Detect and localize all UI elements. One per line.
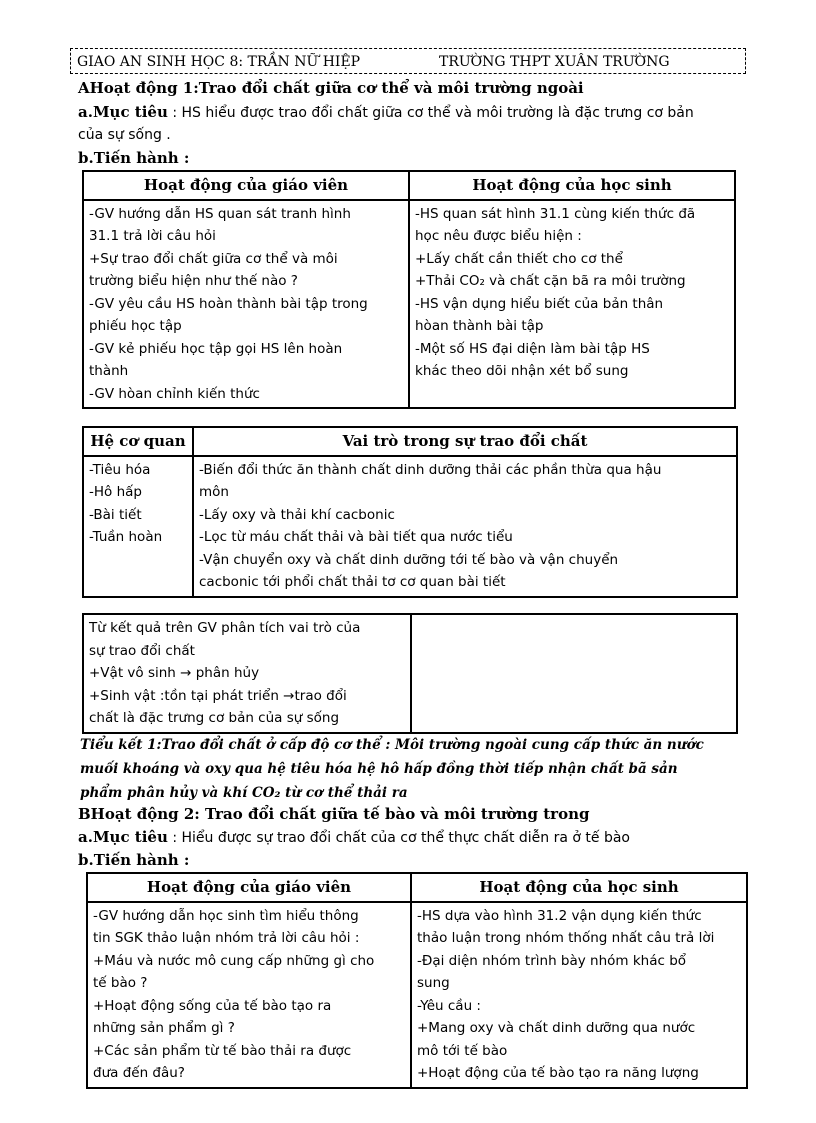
table2-organ-line: -Tuần hoàn bbox=[89, 529, 163, 545]
section-a-objective bbox=[78, 101, 694, 124]
header-left: GIAO AN SINH HỌC 8: TRẦN NỮ HIỆP bbox=[77, 54, 361, 70]
table4-teacher-cell bbox=[87, 902, 411, 1088]
table4-header-student: Hoạt động của học sinh bbox=[411, 873, 747, 902]
table1-student-line: khác theo dõi nhận xét bổ sung bbox=[415, 363, 629, 379]
table3-empty-cell bbox=[411, 614, 737, 733]
table1-student-line: +Thải CO₂ và chất cặn bã ra môi trường bbox=[415, 273, 686, 289]
table2-role-line: cacbonic tới phổi chất thải tơ cơ quan bài tiết bbox=[199, 574, 506, 590]
table2-role-line: -Vận chuyển oxy và chất dinh dưỡng tới tế bào và vận chuyển bbox=[199, 551, 619, 568]
table1-header-student: Hoạt động của học sinh bbox=[409, 171, 735, 200]
summary-1 bbox=[80, 733, 740, 805]
activity-table-1 bbox=[82, 170, 736, 409]
table4-teacher-line: đưa đến đâu? bbox=[93, 1065, 185, 1081]
analysis-table bbox=[82, 613, 738, 734]
table3-line: sự trao đổi chất bbox=[89, 642, 195, 659]
objective-text-b: : Hiểu được sự trao đổi chất của cơ thể thực chất diễn ra ở tế bào bbox=[167, 830, 630, 846]
table2-header-role: Vai trò trong sự trao đổi chất bbox=[193, 427, 737, 456]
table2-organ-line: -Bài tiết bbox=[89, 506, 142, 523]
table2-role-line: -Lọc từ máu chất thải và bài tiết qua nước tiểu bbox=[199, 529, 513, 545]
table4-student-line: -Đại diện nhóm trình bày nhóm khác bổ bbox=[417, 952, 687, 969]
table4-teacher-line: +Các sản phẩm từ tế bào thải ra được bbox=[93, 1042, 352, 1059]
table3-teacher-cell bbox=[83, 614, 411, 733]
table4-student-line: +Mang oxy và chất dinh dưỡng qua nước bbox=[417, 1020, 696, 1036]
section-b-procedure: b.Tiến hành : bbox=[78, 851, 190, 869]
table1-teacher-line: -GV yêu cầu HS hoàn thành bài tập trong bbox=[89, 295, 368, 312]
table4-student-line: thảo luận trong nhóm thống nhất câu trả lời bbox=[417, 930, 715, 946]
table2-role-line: -Lấy oxy và thải khí cacbonic bbox=[199, 506, 395, 523]
page-header bbox=[70, 48, 746, 74]
table4-teacher-line: tế bào ? bbox=[93, 975, 148, 991]
table1-teacher-line: -GV kẻ phiếu học tập gọi HS lên hoàn bbox=[89, 340, 343, 357]
summary-line: Tiểu kết 1:Trao đổi chất ở cấp độ cơ thể : Môi trường ngoài cung cấp thức ăn nước bbox=[80, 737, 704, 753]
section-b-objective bbox=[78, 826, 630, 849]
table1-student-line: học nêu được biểu hiện : bbox=[415, 228, 582, 244]
table4-student-line: mô tới tế bào bbox=[417, 1042, 508, 1059]
table4-student-cell bbox=[411, 902, 747, 1088]
table1-student-cell bbox=[409, 200, 735, 409]
table2-role-cell bbox=[193, 456, 737, 597]
summary-line: muối khoáng và oxy qua hệ tiêu hóa hệ hô hấp đồng thời tiếp nhận chất bã sản bbox=[80, 761, 678, 777]
section-a-title: AHoạt động 1:Trao đổi chất giữa cơ thể và môi trường ngoài bbox=[78, 79, 584, 97]
table3-line: chất là đặc trưng cơ bản của sự sống bbox=[89, 710, 340, 726]
table4-teacher-line: những sản phẩm gì ? bbox=[93, 1020, 235, 1036]
objective-text: : HS hiểu được trao đổi chất giữa cơ thể và môi trường là đặc trưng cơ bản bbox=[167, 105, 694, 121]
organ-role-table bbox=[82, 426, 738, 598]
table4-student-line: -Yêu cầu : bbox=[417, 997, 481, 1014]
table1-teacher-line: 31.1 trả lời câu hỏi bbox=[89, 228, 216, 244]
summary-line: phẩm phân hủy và khí CO₂ từ cơ thể thải ra bbox=[80, 785, 408, 801]
table1-student-line: hòan thành bài tập bbox=[415, 318, 544, 334]
table1-teacher-line: trường biểu hiện như thế nào ? bbox=[89, 273, 298, 289]
table4-teacher-line: +Máu và nước mô cung cấp những gì cho bbox=[93, 952, 375, 969]
header-right: TRƯỜNG THPT XUÂN TRƯỜNG bbox=[439, 54, 670, 70]
section-b-title: BHoạt động 2: Trao đổi chất giữa tế bào và môi trường trong bbox=[78, 805, 590, 823]
table4-student-line: -HS dựa vào hình 31.2 vận dụng kiến thức bbox=[417, 907, 702, 924]
table1-teacher-cell bbox=[83, 200, 409, 409]
table1-teacher-line: -GV hướng dẫn HS quan sát tranh hình bbox=[89, 205, 351, 222]
table2-header-organ: Hệ cơ quan bbox=[83, 427, 193, 456]
table1-teacher-line: -GV hòan chỉnh kiến thức bbox=[89, 385, 260, 402]
table4-teacher-line: +Hoạt động sống của tế bào tạo ra bbox=[93, 997, 332, 1014]
table4-teacher-line: -GV hướng dẫn học sinh tìm hiểu thông bbox=[93, 907, 359, 924]
objective-label-b: a.Mục tiêu bbox=[78, 828, 168, 846]
table4-header-teacher: Hoạt động của giáo viên bbox=[87, 873, 411, 902]
activity-table-2 bbox=[86, 872, 748, 1089]
table3-line: +Vật vô sinh → phân hủy bbox=[89, 665, 260, 681]
section-a-objective-cont: của sự sống . bbox=[78, 127, 171, 143]
table4-student-line: sung bbox=[417, 975, 450, 991]
table1-student-line: +Lấy chất cần thiết cho cơ thể bbox=[415, 250, 623, 267]
table1-teacher-line: thành bbox=[89, 363, 129, 379]
table1-student-line: -HS quan sát hình 31.1 cùng kiến thức đã bbox=[415, 205, 696, 222]
table1-teacher-line: +Sự trao đổi chất giữa cơ thể và môi bbox=[89, 250, 338, 267]
table1-student-line: -Một số HS đại diện làm bài tập HS bbox=[415, 340, 650, 357]
table4-student-line: +Hoạt động của tế bào tạo ra năng lượng bbox=[417, 1065, 699, 1081]
table2-organ-line: -Hô hấp bbox=[89, 484, 142, 500]
table2-role-line: -Biến đổi thức ăn thành chất dinh dưỡng thải các phần thừa qua hậu bbox=[199, 461, 662, 478]
table2-organ-line: -Tiêu hóa bbox=[89, 461, 151, 478]
table3-line: +Sinh vật :tồn tại phát triển →trao đổi bbox=[89, 687, 347, 704]
objective-label: a.Mục tiêu bbox=[78, 103, 168, 121]
table1-teacher-line: phiếu học tập bbox=[89, 318, 182, 334]
table1-header-teacher: Hoạt động của giáo viên bbox=[83, 171, 409, 200]
table3-line: Từ kết quả trên GV phân tích vai trò của bbox=[89, 620, 361, 636]
table2-role-line: môn bbox=[199, 484, 229, 500]
section-a-procedure: b.Tiến hành : bbox=[78, 149, 190, 167]
table4-teacher-line: tin SGK thảo luận nhóm trả lời câu hỏi : bbox=[93, 930, 360, 946]
table2-organ-cell bbox=[83, 456, 193, 597]
table1-student-line: -HS vận dụng hiểu biết của bản thân bbox=[415, 295, 664, 312]
